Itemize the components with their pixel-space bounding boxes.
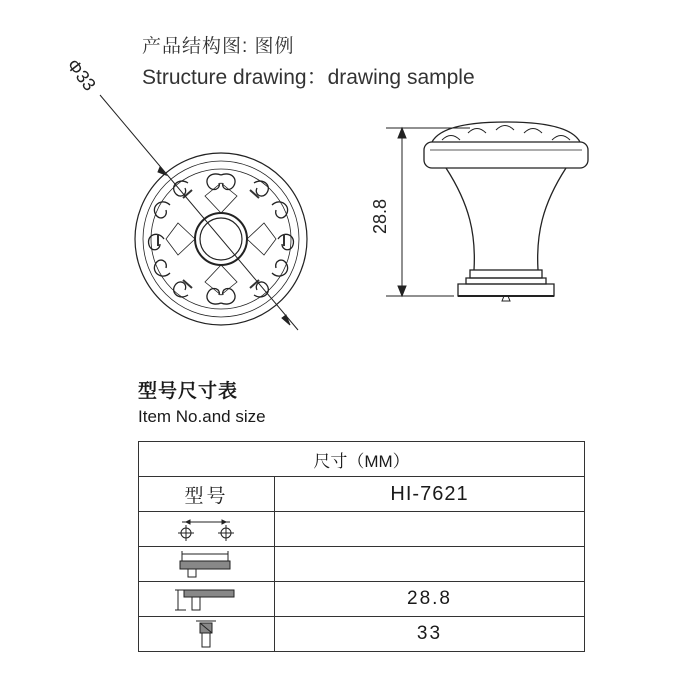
scroll-ornament [254,181,268,196]
title-en: Structure drawing：drawing sample [142,66,475,89]
scroll-ornament [254,282,268,297]
scroll-ornament [272,202,288,218]
scroll-ornament [207,288,221,304]
diameter-value: 33 [275,617,585,652]
size-title-en: Item No.and size [138,407,266,426]
diameter-dimension [100,95,298,330]
hole-spacing-icon [139,512,275,547]
height-icon [139,582,275,617]
table-row [139,617,585,652]
table-header-row [139,442,585,477]
table-row [139,512,585,547]
height-label: 28.8 [370,198,390,234]
size-table [138,441,585,652]
table-row [139,582,585,617]
table-row [139,477,585,512]
scroll-ornament [221,288,235,304]
scroll-ornament [154,260,170,276]
hole-spacing-value [275,512,585,547]
title-cn: 产品结构图: 图例 [142,36,295,57]
length-value [275,547,585,582]
length-icon [139,547,275,582]
side-view [424,122,588,301]
table-header: 尺寸（MM） [139,442,585,477]
scroll-ornament [154,202,170,218]
diameter-label: Φ33 [62,55,100,95]
model-label: 型号 [139,477,275,512]
scroll-ornament [174,181,188,196]
scroll-ornament [272,260,288,276]
diameter-icon [139,617,275,652]
scroll-ornament [174,282,188,297]
model-value: HI-7621 [275,477,585,512]
scroll-ornament [207,174,235,190]
table-row [139,547,585,582]
height-value: 28.8 [275,582,585,617]
height-dimension [386,128,470,296]
size-title-cn: 型号尺寸表 [138,381,239,402]
